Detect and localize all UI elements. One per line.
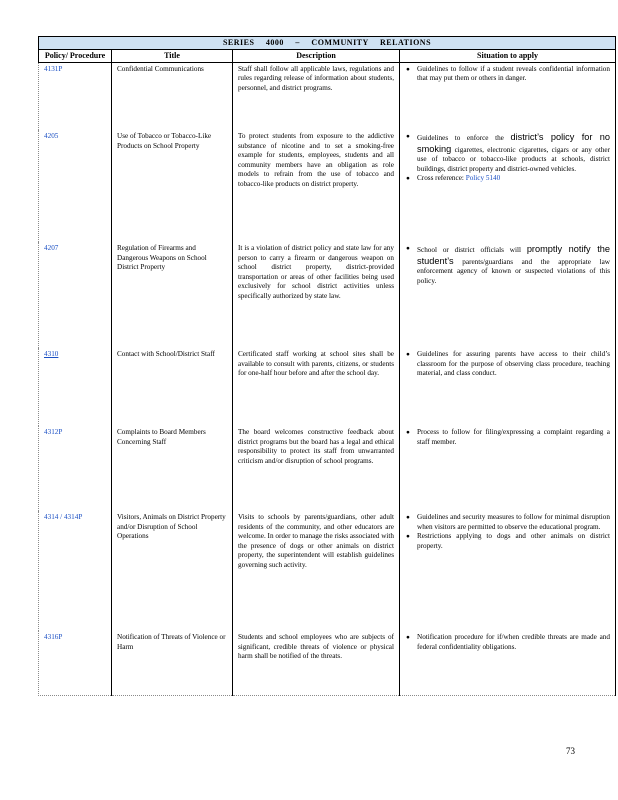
policy-description: Staff shall follow all applicable laws, regulations and rules regarding release of information about students, personnel, and district programs. [233, 62, 400, 130]
policy-situation [400, 426, 616, 511]
table-row [39, 130, 616, 242]
table-row [39, 242, 616, 348]
policy-situation [400, 348, 616, 426]
policy-title: Visitors, Animals on District Property and/or Disruption of School Operations [112, 511, 233, 631]
situation-bullet: ● Guidelines and security measures to follow for minimal disruption when visitors are permitted to observe the educational program. [417, 513, 610, 532]
policy-situation [400, 242, 616, 348]
policy-situation [400, 62, 616, 130]
page-number: 73 [566, 746, 575, 756]
series-header: SERIES 4000 – COMMUNITY RELATIONS [39, 37, 616, 50]
policy-table [38, 36, 616, 696]
policy-number[interactable]: 4205 [39, 130, 112, 242]
situation-bullet: ● Cross reference: Policy 5140 [417, 174, 610, 184]
column-header-policy: Policy/ Procedure [39, 49, 112, 62]
policy-situation [400, 631, 616, 695]
table-row [39, 348, 616, 426]
policy-title: Confidential Communications [112, 62, 233, 130]
policy-title: Contact with School/District Staff [112, 348, 233, 426]
policy-title: Notification of Threats of Violence or Harm [112, 631, 233, 695]
table-row [39, 62, 616, 130]
policy-number[interactable]: 4312P [39, 426, 112, 511]
policy-situation [400, 511, 616, 631]
situation-bullet: ● Restrictions applying to dogs and other animals on district property. [417, 532, 610, 551]
policy-title: Complaints to Board Members Concerning Staff [112, 426, 233, 511]
policy-title: Regulation of Firearms and Dangerous Weapons on School District Property [112, 242, 233, 348]
policy-description: To protect students from exposure to the addictive substance of nicotine and to set a smoking-free example for students, employees, students and all community members have an obligation as role models to refrain from the use of tobacco and tobacco-like products on district property. [233, 130, 400, 242]
policy-number[interactable]: 4316P [39, 631, 112, 695]
situation-bullet: ● Notification procedure for if/when credible threats are made and federal confidentiality obligations. [417, 633, 610, 652]
situation-bullet: ● Guidelines to enforce the district’s policy for no smoking cigarettes, electronic cigarettes, cigars or any other use of tobacco or tobacco-like products at schools, district buildings, district property and district-owned vehicles. [417, 132, 610, 174]
table-row [39, 426, 616, 511]
policy-table-page [38, 36, 616, 696]
table-row [39, 511, 616, 631]
column-header-description: Description [233, 49, 400, 62]
policy-description: Certificated staff working at school sites shall be available to consult with parents, citizens, or students for one-half hour before and after the school day. [233, 348, 400, 426]
table-row [39, 631, 616, 695]
column-header-title: Title [112, 49, 233, 62]
situation-bullet: ● Guidelines to follow if a student reveals confidential information that may put them or others in danger. [417, 65, 610, 84]
policy-title: Use of Tobacco or Tobacco-Like Products on School Property [112, 130, 233, 242]
policy-number[interactable]: 4314 / 4314P [39, 511, 112, 631]
situation-bullet: ● School or district officials will promptly notify the student’s parents/guardians and the appropriate law enforcement agency of known or suspected violations of this policy. [417, 244, 610, 286]
policy-situation [400, 130, 616, 242]
policy-description: Visits to schools by parents/guardians, other adult residents of the community, and other educators are welcome. In order to manage the risks associated with the presence of dogs or other animals on district property, the superintendent will establish guidelines governing such activity. [233, 511, 400, 631]
policy-link[interactable]: 4310 [44, 350, 59, 359]
situation-bullet: ● Guidelines for assuring parents have access to their child’s classroom for the purpose of observing class procedure, teaching material, and class conduct. [417, 350, 610, 379]
column-header-situation: Situation to apply [400, 49, 616, 62]
policy-number[interactable]: 4131P [39, 62, 112, 130]
policy-description: The board welcomes constructive feedback about district programs but the board has a legal and ethical responsibility to protect its staff from unwarranted criticism and/or disruption of school programs. [233, 426, 400, 511]
situation-bullet: ● Process to follow for filing/expressing a complaint regarding a staff member. [417, 428, 610, 447]
cross-reference-link[interactable]: Policy 5140 [465, 174, 501, 183]
policy-description: It is a violation of district policy and state law for any person to carry a firearm or dangerous weapon on school district property, district-provided transportation or areas of other facilities being used exclusively for school district activities unless specifically authorized by state law. [233, 242, 400, 348]
policy-number[interactable]: 4207 [39, 242, 112, 348]
policy-description: Students and school employees who are subjects of significant, credible threats of violence or physical harm shall be notified of the threats. [233, 631, 400, 695]
policy-number[interactable] [39, 348, 112, 426]
